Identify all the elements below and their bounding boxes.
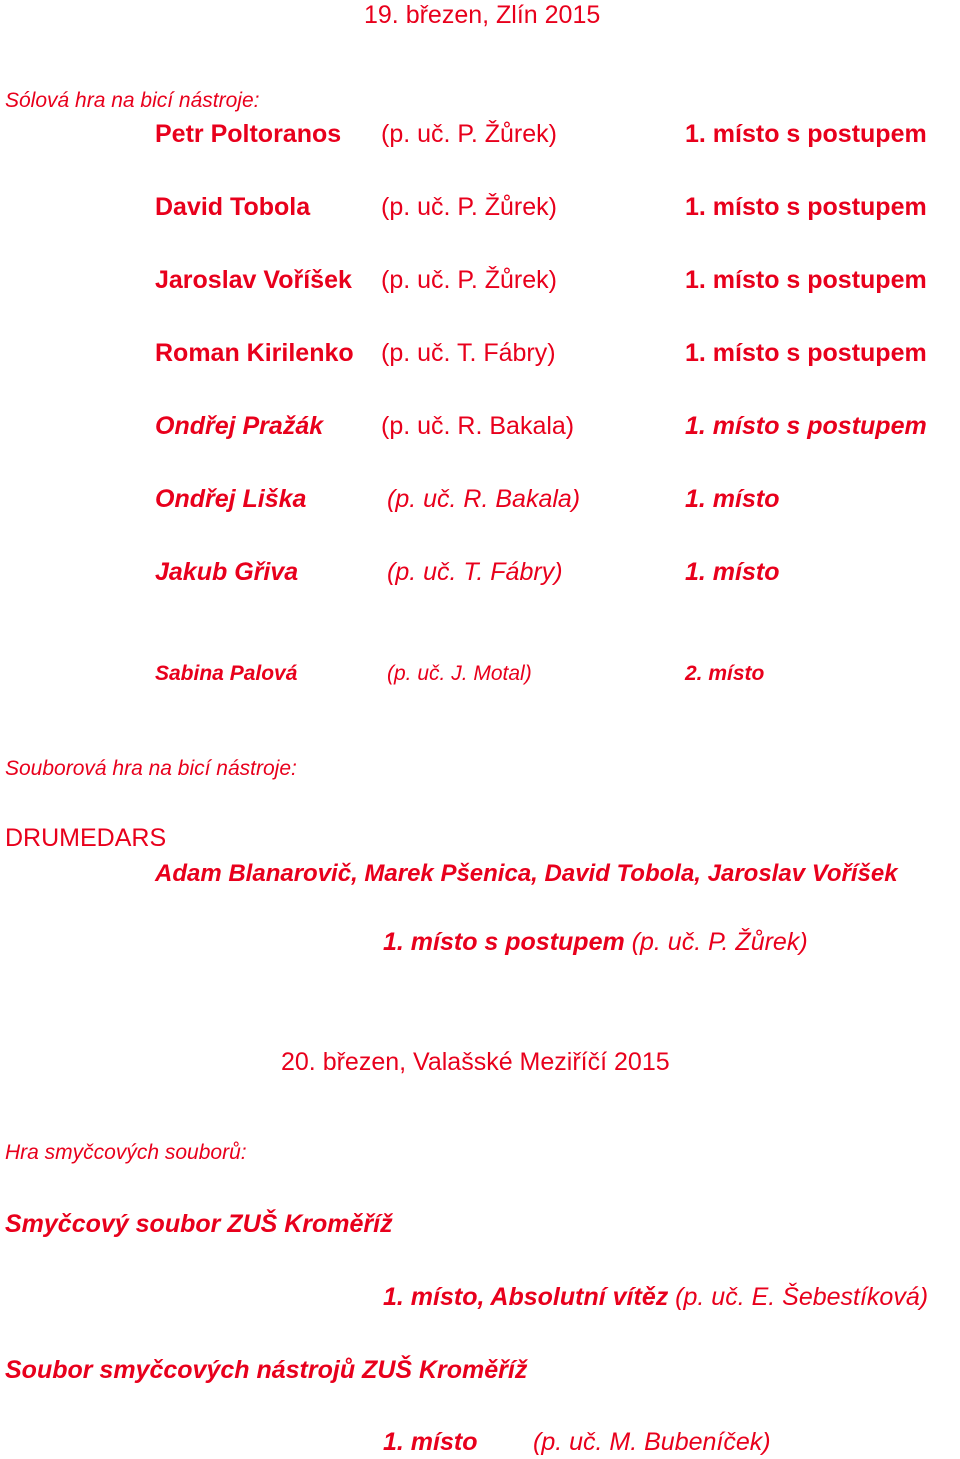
- string-ensemble-result-line: [383, 1285, 928, 1310]
- ensemble-result-line: [383, 930, 808, 955]
- placement: 1. místo s postupem: [383, 928, 625, 956]
- section-title-strings: Hra smyčcových souborů:: [5, 1141, 247, 1164]
- section-title-ensemble: Souborová hra na bicí nástroje:: [5, 757, 297, 780]
- competition-date-valasske-mezirici: 20. březen, Valašské Meziříčí 2015: [281, 1048, 670, 1076]
- section-title-solo: Sólová hra na bicí nástroje:: [5, 89, 260, 112]
- performer-name: Jaroslav Voříšek: [155, 266, 352, 294]
- teacher-name: (p. uč. T. Fábry): [387, 558, 563, 586]
- teacher-name: (p. uč. E. Šebestíková): [675, 1283, 929, 1311]
- competition-date-zlin: 19. březen, Zlín 2015: [364, 1, 601, 29]
- placement: 1. místo s postupem: [685, 339, 927, 367]
- teacher-name: (p. uč. P. Žůrek): [381, 266, 557, 294]
- teacher-name: (p. uč. P. Žůrek): [381, 193, 557, 221]
- teacher-name: (p. uč. J. Motal): [387, 662, 532, 685]
- string-ensemble-name: Smyčcový soubor ZUŠ Kroměříž: [5, 1210, 393, 1238]
- placement: 2. místo: [685, 662, 765, 685]
- placement: 1. místo s postupem: [685, 412, 927, 440]
- placement: 1. místo: [685, 485, 780, 513]
- performer-name: Ondřej Pražák: [155, 412, 324, 440]
- placement: 1. místo s postupem: [685, 193, 927, 221]
- performer-name: Roman Kirilenko: [155, 339, 354, 367]
- teacher-name: (p. uč. R. Bakala): [381, 412, 575, 440]
- performer-name: Jakub Gřiva: [155, 558, 299, 586]
- teacher-name: (p. uč. T. Fábry): [381, 339, 556, 367]
- performer-name: David Tobola: [155, 193, 311, 221]
- teacher-name: (p. uč. P. Žůrek): [381, 120, 557, 148]
- performer-name: Sabina Palová: [155, 662, 298, 685]
- teacher-name: (p. uč. M. Bubeníček): [533, 1428, 771, 1456]
- performer-name: Petr Poltoranos: [155, 120, 342, 148]
- ensemble-members: Adam Blanarovič, Marek Pšenica, David Tobola, Jaroslav Voříšek: [155, 860, 898, 887]
- ensemble-group-name: DRUMEDARS: [5, 824, 167, 852]
- placement: 1. místo: [383, 1428, 478, 1456]
- teacher-name: (p. uč. P. Žůrek): [631, 928, 808, 956]
- placement: 1. místo, Absolutní vítěz: [383, 1283, 669, 1311]
- teacher-name: (p. uč. R. Bakala): [387, 485, 581, 513]
- placement: 1. místo: [685, 558, 780, 586]
- placement: 1. místo s postupem: [685, 266, 927, 294]
- placement: 1. místo s postupem: [685, 120, 927, 148]
- performer-name: Ondřej Liška: [155, 485, 307, 513]
- string-ensemble-name: Soubor smyčcových nástrojů ZUŠ Kroměříž: [5, 1356, 528, 1384]
